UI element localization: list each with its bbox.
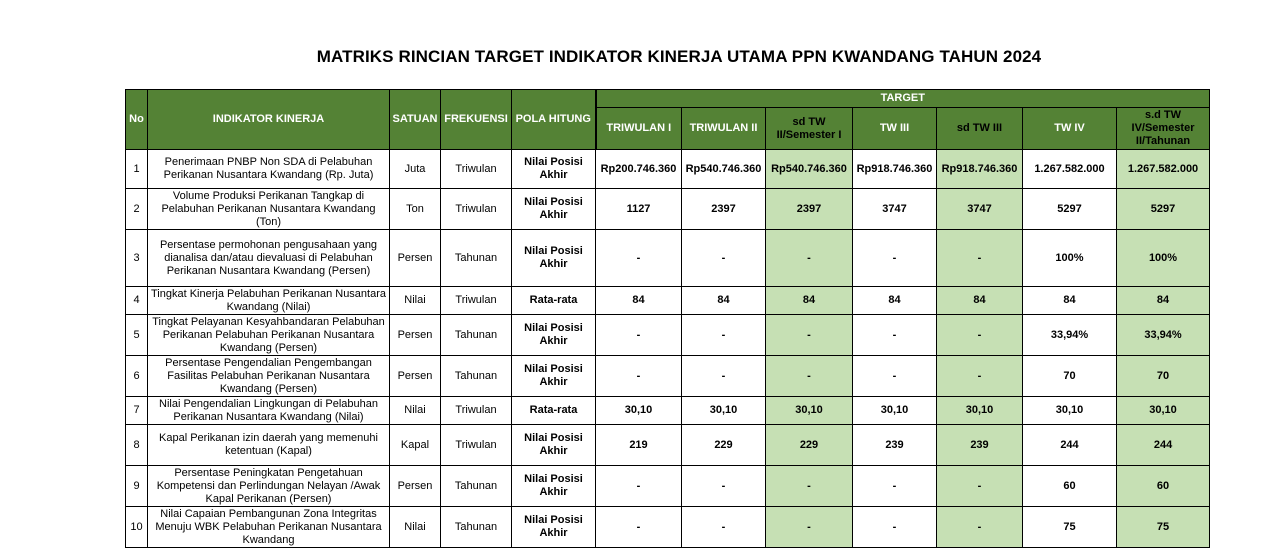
col-header-period: s.d TW IV/Semester II/Tahunan <box>1117 108 1210 150</box>
cell-pola-hitung: Nilai Posisi Akhir <box>512 466 596 507</box>
cell-value: 33,94% <box>1023 315 1117 356</box>
table-row <box>126 507 1210 548</box>
cell-value: - <box>596 315 682 356</box>
cell-no: 6 <box>126 356 148 397</box>
cell-indikator: Tingkat Kinerja Pelabuhan Perikanan Nusantara Kwandang (Nilai) <box>148 287 390 315</box>
cell-indikator: Persentase Pengendalian Pengembangan Fasilitas Pelabuhan Perikanan Nusantara Kwandang (Persen) <box>148 356 390 397</box>
cell-no: 5 <box>126 315 148 356</box>
cell-value: 84 <box>937 287 1023 315</box>
cell-value: - <box>937 315 1023 356</box>
cell-value: - <box>766 356 853 397</box>
cell-value: 1127 <box>596 189 682 230</box>
cell-pola-hitung: Nilai Posisi Akhir <box>512 315 596 356</box>
cell-no: 8 <box>126 425 148 466</box>
cell-value: 2397 <box>682 189 766 230</box>
cell-value: 84 <box>596 287 682 315</box>
cell-frekuensi: Tahunan <box>441 466 512 507</box>
cell-frekuensi: Triwulan <box>441 150 512 189</box>
cell-value: - <box>682 466 766 507</box>
cell-satuan: Ton <box>390 189 441 230</box>
cell-satuan: Persen <box>390 315 441 356</box>
col-header-period: TRIWULAN I <box>596 108 682 150</box>
cell-frekuensi: Triwulan <box>441 189 512 230</box>
cell-value: 2397 <box>766 189 853 230</box>
cell-value: Rp540.746.360 <box>766 150 853 189</box>
cell-value: - <box>937 507 1023 548</box>
cell-frekuensi: Triwulan <box>441 425 512 466</box>
cell-value: - <box>766 507 853 548</box>
cell-value: 84 <box>766 287 853 315</box>
table-row <box>126 315 1210 356</box>
cell-value: 229 <box>766 425 853 466</box>
cell-value: - <box>853 356 937 397</box>
cell-pola-hitung: Nilai Posisi Akhir <box>512 425 596 466</box>
cell-value: 3747 <box>937 189 1023 230</box>
cell-value: - <box>682 507 766 548</box>
cell-value: - <box>853 230 937 287</box>
cell-value: - <box>596 356 682 397</box>
cell-pola-hitung: Nilai Posisi Akhir <box>512 150 596 189</box>
cell-no: 1 <box>126 150 148 189</box>
cell-satuan: Persen <box>390 356 441 397</box>
cell-frekuensi: Tahunan <box>441 507 512 548</box>
cell-value: - <box>596 466 682 507</box>
cell-indikator: Penerimaan PNBP Non SDA di Pelabuhan Perikanan Nusantara Kwandang (Rp. Juta) <box>148 150 390 189</box>
col-header-target: TARGET <box>596 90 1210 108</box>
cell-value: 70 <box>1117 356 1210 397</box>
cell-value: 5297 <box>1023 189 1117 230</box>
cell-value: - <box>937 356 1023 397</box>
table-row <box>126 356 1210 397</box>
cell-value: Rp200.746.360 <box>596 150 682 189</box>
cell-no: 7 <box>126 397 148 425</box>
cell-value: 30,10 <box>853 397 937 425</box>
cell-satuan: Kapal <box>390 425 441 466</box>
cell-value: - <box>682 315 766 356</box>
cell-value: - <box>682 230 766 287</box>
col-header-period: sd TW II/Semester I <box>766 108 853 150</box>
cell-pola-hitung: Nilai Posisi Akhir <box>512 507 596 548</box>
col-header-no: No <box>126 90 148 150</box>
table-row <box>126 466 1210 507</box>
table-row <box>126 189 1210 230</box>
cell-value: 75 <box>1117 507 1210 548</box>
cell-value: 100% <box>1117 230 1210 287</box>
cell-value: 5297 <box>1117 189 1210 230</box>
kpi-target-table <box>125 89 1210 548</box>
cell-value: 60 <box>1117 466 1210 507</box>
cell-satuan: Nilai <box>390 507 441 548</box>
cell-value: 30,10 <box>1117 397 1210 425</box>
cell-frekuensi: Triwulan <box>441 397 512 425</box>
cell-value: 30,10 <box>682 397 766 425</box>
cell-value: 3747 <box>853 189 937 230</box>
cell-indikator: Volume Produksi Perikanan Tangkap di Pelabuhan Perikanan Nusantara Kwandang (Ton) <box>148 189 390 230</box>
cell-value: - <box>682 356 766 397</box>
cell-value: Rp918.746.360 <box>937 150 1023 189</box>
cell-value: - <box>766 230 853 287</box>
cell-value: 219 <box>596 425 682 466</box>
cell-indikator: Nilai Pengendalian Lingkungan di Pelabuhan Perikanan Nusantara Kwandang (Nilai) <box>148 397 390 425</box>
cell-value: 84 <box>853 287 937 315</box>
cell-no: 2 <box>126 189 148 230</box>
col-header-frekuensi: FREKUENSI <box>441 90 512 150</box>
cell-value: 75 <box>1023 507 1117 548</box>
cell-value: 100% <box>1023 230 1117 287</box>
cell-value: 30,10 <box>1023 397 1117 425</box>
cell-value: - <box>853 466 937 507</box>
cell-value: - <box>596 507 682 548</box>
col-header-period: TW IV <box>1023 108 1117 150</box>
cell-satuan: Persen <box>390 230 441 287</box>
cell-value: - <box>766 315 853 356</box>
cell-frekuensi: Triwulan <box>441 287 512 315</box>
cell-value: 244 <box>1117 425 1210 466</box>
page-title: MATRIKS RINCIAN TARGET INDIKATOR KINERJA UTAMA PPN KWANDANG TAHUN 2024 <box>316 47 1042 66</box>
cell-no: 3 <box>126 230 148 287</box>
table-row <box>126 230 1210 287</box>
cell-satuan: Persen <box>390 466 441 507</box>
col-header-period: sd TW III <box>937 108 1023 150</box>
cell-value: 33,94% <box>1117 315 1210 356</box>
cell-frekuensi: Tahunan <box>441 315 512 356</box>
cell-satuan: Nilai <box>390 397 441 425</box>
col-header-period: TRIWULAN II <box>682 108 766 150</box>
table-row <box>126 150 1210 189</box>
cell-no: 4 <box>126 287 148 315</box>
cell-value: 84 <box>682 287 766 315</box>
cell-value: 30,10 <box>766 397 853 425</box>
table-body <box>126 150 1210 548</box>
cell-indikator: Persentase Peningkatan Pengetahuan Kompetensi dan Perlindungan Nelayan /Awak Kapal Perikanan (Persen) <box>148 466 390 507</box>
cell-value: - <box>937 230 1023 287</box>
cell-value: 60 <box>1023 466 1117 507</box>
cell-value: - <box>766 466 853 507</box>
cell-value: 70 <box>1023 356 1117 397</box>
cell-value: - <box>596 230 682 287</box>
cell-pola-hitung: Rata-rata <box>512 397 596 425</box>
table-row <box>126 425 1210 466</box>
cell-value: 229 <box>682 425 766 466</box>
cell-value: 84 <box>1023 287 1117 315</box>
table-row <box>126 397 1210 425</box>
cell-satuan: Juta <box>390 150 441 189</box>
cell-pola-hitung: Nilai Posisi Akhir <box>512 230 596 287</box>
cell-value: 1.267.582.000 <box>1023 150 1117 189</box>
col-header-indikator: INDIKATOR KINERJA <box>148 90 390 150</box>
cell-value: 30,10 <box>937 397 1023 425</box>
cell-indikator: Persentase permohonan pengusahaan yang dianalisa dan/atau dievaluasi di Pelabuhan Perikanan Nusantara Kwandang (Persen) <box>148 230 390 287</box>
cell-value: - <box>853 507 937 548</box>
cell-indikator: Tingkat Pelayanan Kesyahbandaran Pelabuhan Perikanan Pelabuhan Perikanan Nusantara Kwandang (Persen) <box>148 315 390 356</box>
cell-pola-hitung: Rata-rata <box>512 287 596 315</box>
cell-satuan: Nilai <box>390 287 441 315</box>
col-header-period: TW III <box>853 108 937 150</box>
cell-value: - <box>937 466 1023 507</box>
cell-value: 84 <box>1117 287 1210 315</box>
cell-pola-hitung: Nilai Posisi Akhir <box>512 356 596 397</box>
cell-value: 239 <box>853 425 937 466</box>
cell-no: 10 <box>126 507 148 548</box>
cell-value: 1.267.582.000 <box>1117 150 1210 189</box>
cell-indikator: Kapal Perikanan izin daerah yang memenuhi ketentuan (Kapal) <box>148 425 390 466</box>
cell-pola-hitung: Nilai Posisi Akhir <box>512 189 596 230</box>
cell-value: 239 <box>937 425 1023 466</box>
cell-indikator: Nilai Capaian Pembangunan Zona Integritas Menuju WBK Pelabuhan Perikanan Nusantara Kwandang <box>148 507 390 548</box>
col-header-satuan: SATUAN <box>390 90 441 150</box>
col-header-pola-hitung: POLA HITUNG <box>512 90 596 150</box>
cell-frekuensi: Tahunan <box>441 356 512 397</box>
cell-value: Rp918.746.360 <box>853 150 937 189</box>
table-row <box>126 287 1210 315</box>
cell-frekuensi: Tahunan <box>441 230 512 287</box>
cell-no: 9 <box>126 466 148 507</box>
cell-value: - <box>853 315 937 356</box>
cell-value: 244 <box>1023 425 1117 466</box>
cell-value: Rp540.746.360 <box>682 150 766 189</box>
cell-value: 30,10 <box>596 397 682 425</box>
